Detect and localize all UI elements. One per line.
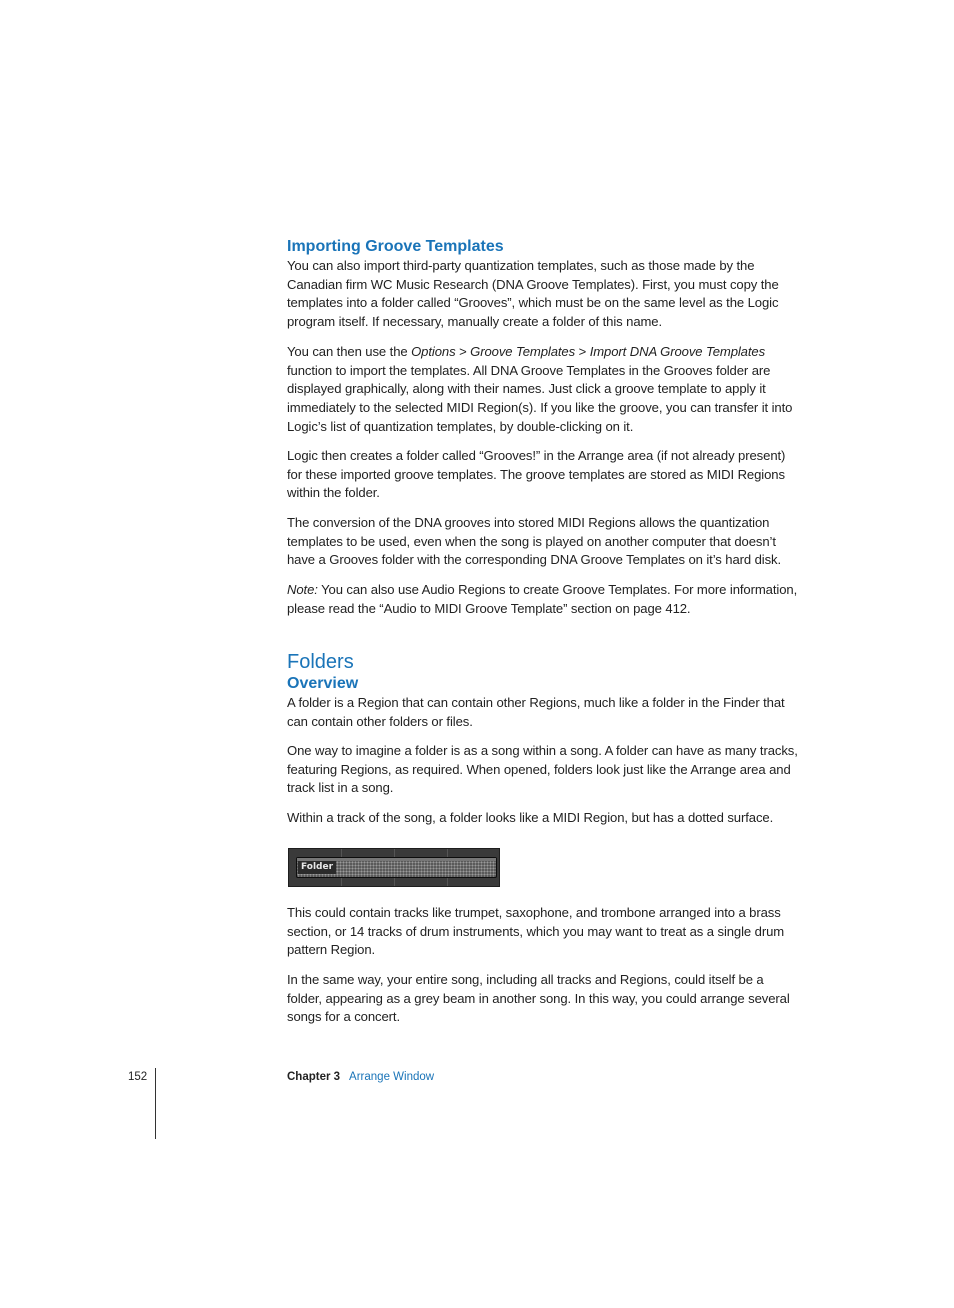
menu-path-item: Import DNA Groove Templates (589, 344, 766, 359)
menu-path-item: Groove Templates (470, 344, 576, 359)
chapter-number: Chapter 3 (287, 1071, 341, 1083)
paragraph: One way to imagine a folder is as a song within a song. A folder can have as many tracks, featuring Regions, as required. When opened, folders look just like the Arrange area and track list in a song. (287, 743, 798, 796)
menu-path-item: Options (411, 344, 456, 359)
paragraph-block (287, 904, 799, 960)
paragraph: A folder is a Region that can contain other Regions, much like a folder in the Finder that can contain other folders or files. (287, 695, 785, 729)
section-heading: Overview (287, 675, 359, 692)
note-block (287, 581, 799, 618)
menu-path-separator: > (455, 344, 471, 359)
text: You can then use the (287, 344, 412, 359)
paragraph-block (287, 809, 799, 828)
folder-region-screenshot (288, 848, 500, 887)
folder-label: Folder (298, 861, 336, 874)
paragraph-block (287, 742, 799, 798)
paragraph-menu-path (287, 343, 799, 437)
note-label: Note: (287, 582, 318, 597)
paragraph (287, 343, 799, 437)
paragraph: You can also import third-party quantization templates, such as those made by the Canadian firm WC Music Research (DNA Groove Templates). First, you must copy the templates into a folder called “Grooves”, which must be on the same level as the Logic program itself. If necessary, manually create a folder of this name. (287, 258, 779, 330)
page-number: 152 (128, 1071, 148, 1083)
section-folders (287, 650, 799, 731)
note (287, 581, 799, 618)
paragraph: Logic then creates a folder called “Grooves!” in the Arrange area (if not already present) for these imported groove templates. The groove templates are stored as MIDI Regions within the folder. (287, 448, 786, 501)
menu-path-separator: > (575, 344, 590, 359)
note-text: You can also use Audio Regions to create Groove Templates. For more information, please read the “Audio to MIDI Groove Template” section on page 412. (287, 582, 798, 616)
text: function to import the templates. All DNA Groove Templates in the Grooves folder are displayed graphically, along with their names. Just click a groove template to apply it immediately to the selected MIDI Region(s). If you like the groove, you can transfer it into Logic’s list of quantization templates, by double-clicking on it. (287, 362, 793, 434)
paragraph-block (287, 971, 799, 1027)
paragraph: In the same way, your entire song, including all tracks and Regions, could itself be a folder, appearing as a grey beam in another song. In this way, you could arrange several songs for a concert. (287, 972, 790, 1025)
chapter-section-title: Folders (287, 651, 354, 673)
paragraph: The conversion of the DNA grooves into stored MIDI Regions allows the quantization templates to be used, even when the song is played on another computer that doesn’t have a Grooves folder with the corresponding DNA Groove Templates on it’s hard disk. (287, 515, 782, 568)
footer-rule (155, 1068, 156, 1139)
paragraph: Within a track of the song, a folder looks like a MIDI Region, but has a dotted surface. (287, 810, 774, 825)
section-heading: Importing Groove Templates (287, 238, 504, 255)
paragraph: This could contain tracks like trumpet, saxophone, and trombone arranged into a brass section, or 14 tracks of drum instruments, which you may want to treat as a single drum pattern Region. (287, 905, 785, 958)
chapter-title: Arrange Window (349, 1071, 435, 1083)
footer-chapter (287, 1069, 434, 1085)
paragraph-block (287, 514, 799, 570)
section-importing-groove-templates (287, 237, 799, 332)
paragraph-block (287, 447, 799, 503)
